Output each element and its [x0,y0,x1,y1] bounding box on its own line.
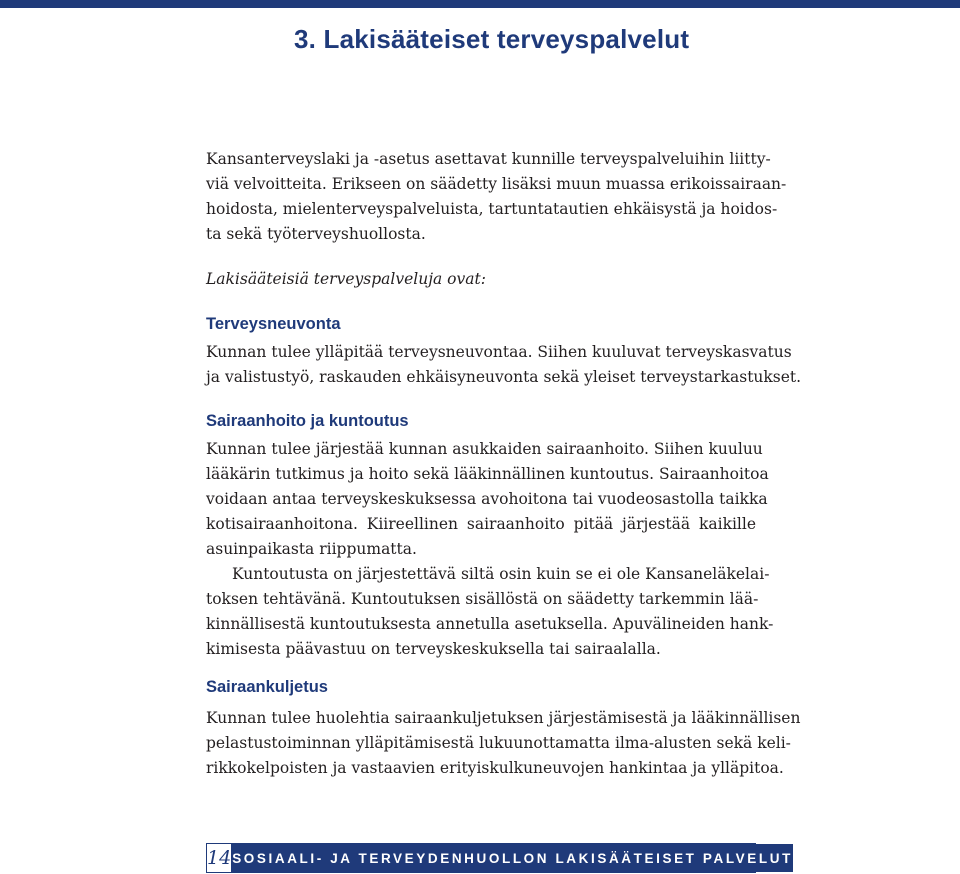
text-line: kinnällisestä kuntoutuksesta annetulla asetuksella. Apuvälineiden hank- [206,615,774,633]
text-line: kimisesta päävastuu on terveyskeskuksella tai sairaalalla. [206,640,661,658]
section-heading: Sairaankuljetus [206,678,328,696]
text-line: Kunnan tulee järjestää kunnan asukkaiden sairaanhoito. Siihen kuuluu [206,440,763,458]
lead-in: Lakisääteisiä terveyspalveluja ovat: [206,270,486,288]
text-line: ja valistustyö, raskauden ehkäisyneuvonta sekä yleiset terveystarkastukset. [206,368,802,386]
text-line: pelastustoiminnan ylläpitämisestä lukuunottamatta ilma-alusten sekä keli- [206,734,791,752]
text-line: kotisairaanhoitona. Kiireellinen sairaanhoito pitää järjestää kaikille [206,515,756,533]
text-line: Kuntoutusta on järjestettävä siltä osin kuin se ei ole Kansaneläkelai- [232,565,770,583]
section-heading: Terveysneuvonta [206,315,341,333]
footer-title: SOSIAALI- JA TERVEYDENHUOLLON LAKISÄÄTEISET PALVELUT [232,844,793,872]
text-line: toksen tehtävänä. Kuntoutuksen sisällöstä on säädetty tarkemmin lää- [206,590,759,608]
text-line: voidaan antaa terveyskeskuksessa avohoitona tai vuodeosastolla taikka [206,490,768,508]
text-line: lääkärin tutkimus ja hoito sekä lääkinnällinen kuntoutus. Sairaanhoitoa [206,465,769,483]
text-line: viä velvoitteita. Erikseen on säädetty lisäksi muun muassa erikoissairaan- [206,175,787,193]
section-heading: Sairaanhoito ja kuntoutus [206,412,409,430]
chapter-title: 3. Lakisääteiset terveyspalvelut [294,24,690,54]
text-line: rikkokelpoisten ja vastaavien erityiskulkuneuvojen hankintaa ja ylläpitoa. [206,759,784,777]
page-footer [206,843,793,873]
text-line: Kunnan tulee huolehtia sairaankuljetuksen järjestämisestä ja lääkinnällisen [206,709,801,727]
text-line: hoidosta, mielenterveyspalveluista, tartuntatautien ehkäisystä ja hoidos- [206,200,778,218]
page-number: 14 [207,844,232,872]
text-line: Kansanterveyslaki ja -asetus asettavat kunnille terveyspalveluihin liitty- [206,150,771,168]
top-rule [0,0,960,8]
text-line: asuinpaikasta riippumatta. [206,540,417,558]
text-line: ta sekä työterveyshuollosta. [206,225,426,243]
text-line: Kunnan tulee ylläpitää terveysneuvontaa. Siihen kuuluvat terveyskasvatus [206,343,792,361]
